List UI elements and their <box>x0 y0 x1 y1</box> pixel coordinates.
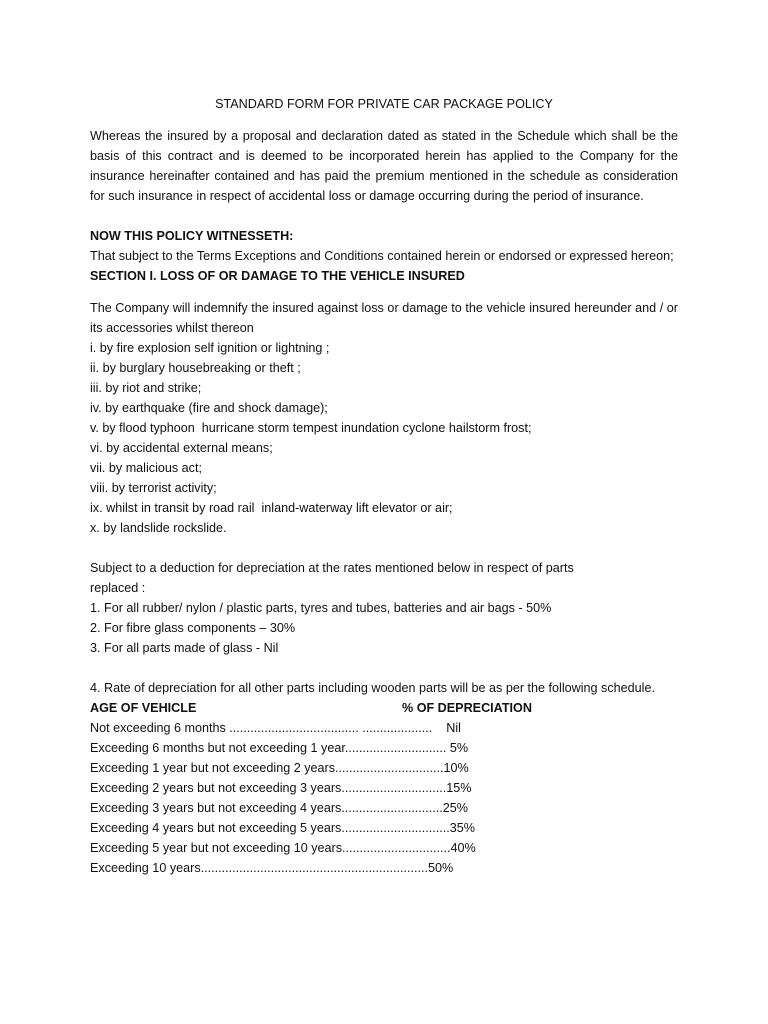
peril-item: iii. by riot and strike; <box>90 381 202 395</box>
depreciation-list <box>90 598 678 658</box>
document-title: STANDARD FORM FOR PRIVATE CAR PACKAGE POLICY <box>215 97 553 111</box>
peril-item: ix. whilst in transit by road rail inland-waterway lift elevator or air; <box>90 501 453 515</box>
schedule-row: Exceeding 1 year but not exceeding 2 years...............................10% <box>90 761 469 775</box>
peril-item: x. by landslide rockslide. <box>90 521 227 535</box>
depreciation-intro-line: replaced : <box>90 581 146 595</box>
schedule-row: Exceeding 3 years but not exceeding 4 years.............................25% <box>90 801 469 815</box>
schedule-row: Exceeding 4 years but not exceeding 5 years...............................35% <box>90 821 476 835</box>
schedule-row: Exceeding 5 year but not exceeding 10 years...............................40% <box>90 841 476 855</box>
peril-item: iv. by earthquake (fire and shock damage); <box>90 401 328 415</box>
schedule-row: Not exceeding 6 months ..................................... .................... Nil <box>90 721 461 735</box>
peril-item: viii. by terrorist activity; <box>90 481 217 495</box>
witness-block <box>90 226 678 266</box>
schedule-header-pct: % OF DEPRECIATION <box>402 701 532 715</box>
section1-intro: The Company will indemnify the insured against loss or damage to the vehicle insured hereunder and / or its accessories whilst thereon <box>90 301 678 335</box>
peril-item: ii. by burglary housebreaking or theft ; <box>90 361 301 375</box>
depreciation-item: 1. For all rubber/ nylon / plastic parts, tyres and tubes, batteries and air bags - 50% <box>90 601 552 615</box>
depreciation-intro-line: Subject to a deduction for depreciation at the rates mentioned below in respect of parts <box>90 561 574 575</box>
peril-item: vii. by malicious act; <box>90 461 202 475</box>
depreciation-item: 2. For fibre glass components – 30% <box>90 621 296 635</box>
schedule-rows <box>90 718 678 878</box>
document-page <box>90 94 678 878</box>
schedule-row: Exceeding 2 years but not exceeding 3 years..............................15% <box>90 781 472 795</box>
peril-item: v. by flood typhoon hurricane storm tempest inundation cyclone hailstorm frost; <box>90 421 532 435</box>
schedule-intro: 4. Rate of depreciation for all other parts including wooden parts will be as per the following schedule. <box>90 681 655 695</box>
peril-item: i. by fire explosion self ignition or lightning ; <box>90 341 330 355</box>
schedule-block <box>90 678 678 878</box>
schedule-row: Exceeding 10 years.................................................................50% <box>90 861 454 875</box>
depreciation-block <box>90 558 678 658</box>
depreciation-item: 3. For all parts made of glass - Nil <box>90 641 279 655</box>
peril-item: vi. by accidental external means; <box>90 441 273 455</box>
preamble-paragraph: Whereas the insured by a proposal and declaration dated as stated in the Schedule which shall be the basis of this contract and is deemed to be incorporated herein has applied to the Company for the insurance hereinafter contained and has paid the premium mentioned in the schedule as consideration for such insurance in respect of accidental loss or damage occurring during the period of insurance. <box>90 129 678 203</box>
witness-text: That subject to the Terms Exceptions and Conditions contained herein or endorsed or expressed hereon; <box>90 249 674 263</box>
schedule-header-age: AGE OF VEHICLE <box>90 701 197 715</box>
perils-list <box>90 338 678 538</box>
witness-heading: NOW THIS POLICY WITNESSETH: <box>90 229 294 243</box>
schedule-row: Exceeding 6 months but not exceeding 1 year............................. 5% <box>90 741 469 755</box>
schedule-header-row <box>90 698 678 718</box>
section1-heading: SECTION I. LOSS OF OR DAMAGE TO THE VEHICLE INSURED <box>90 269 465 283</box>
